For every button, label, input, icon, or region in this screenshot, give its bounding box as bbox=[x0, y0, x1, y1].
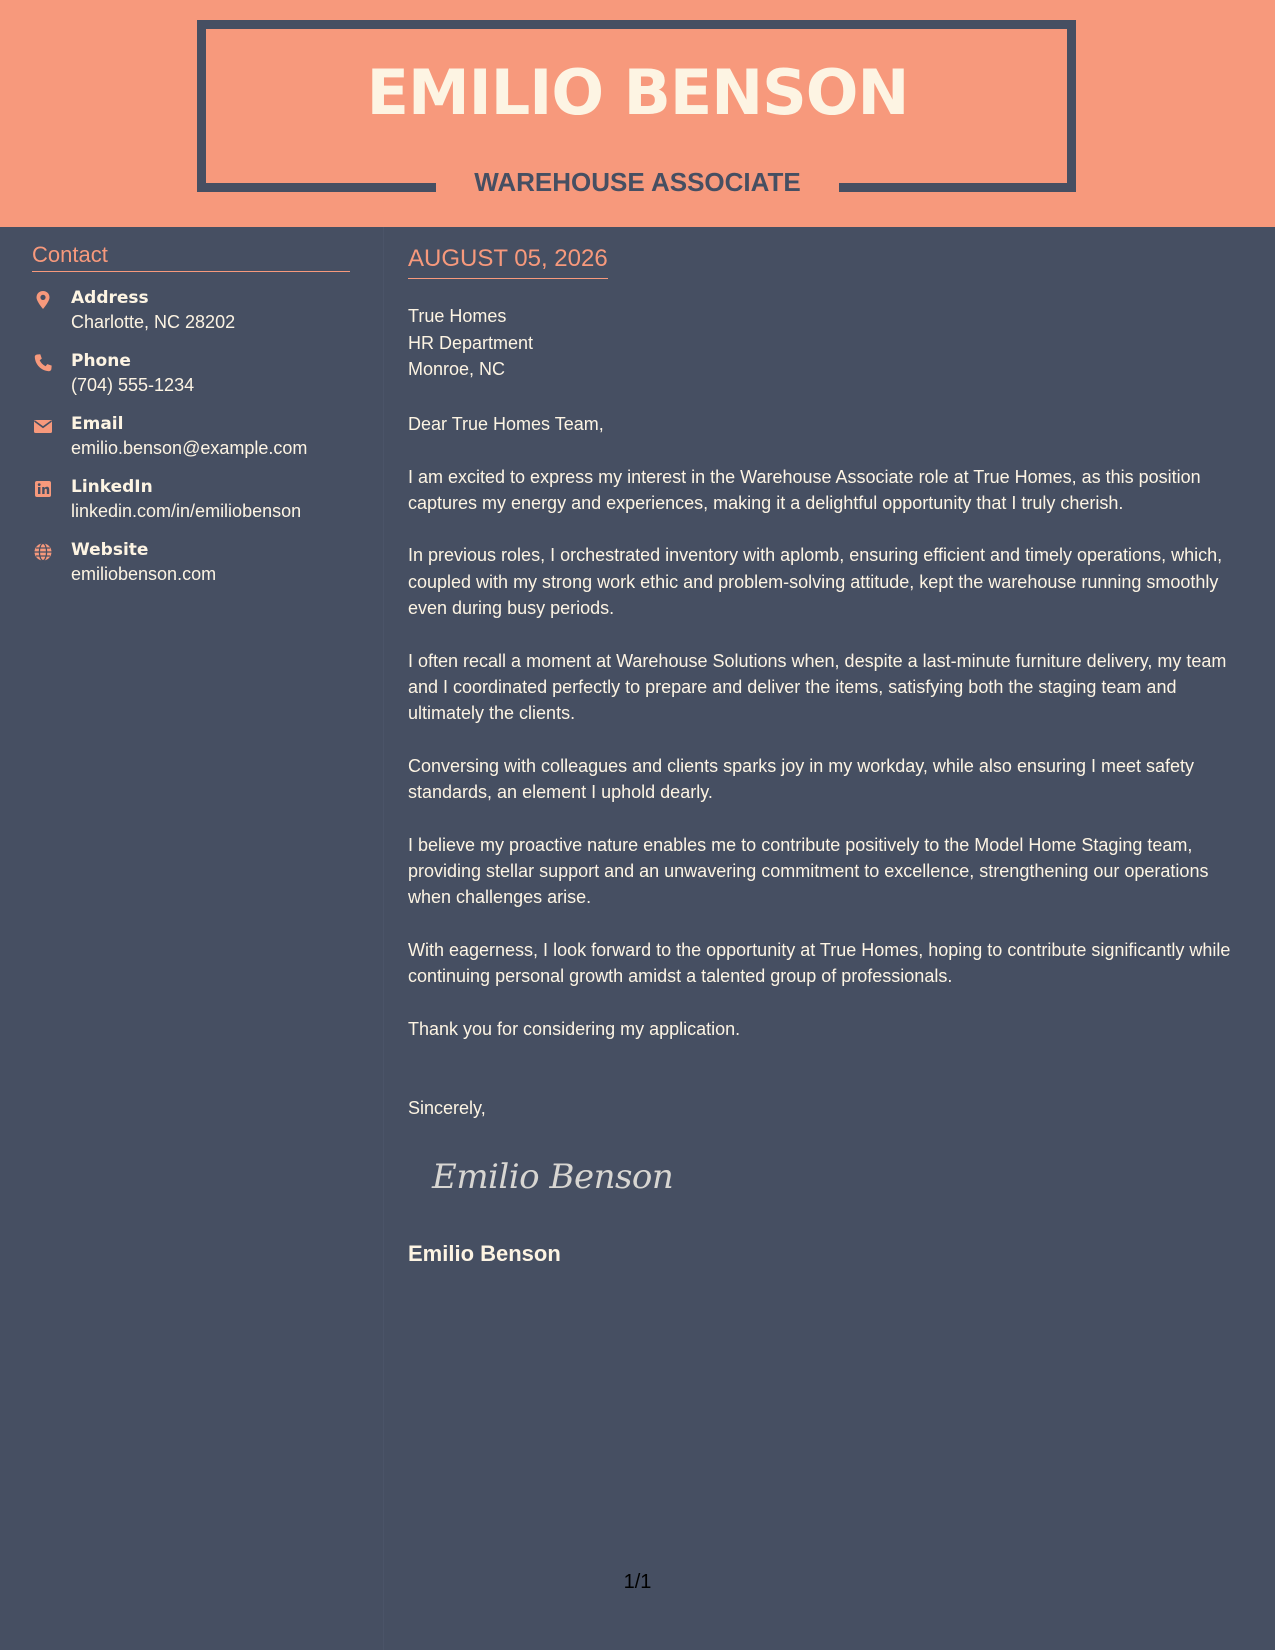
contact-label: Website bbox=[71, 540, 149, 560]
paragraph: I am excited to express my interest in the Warehouse Associate role at True Homes, as this position captures my energy and experiences, making it a delightful opportunity that I truly cherish. bbox=[408, 466, 1201, 513]
applicant-name: EMILIO BENSON bbox=[366, 56, 909, 129]
contact-label: Address bbox=[71, 288, 149, 308]
linkedin-value[interactable]: linkedin.com/in/emiliobenson bbox=[71, 501, 302, 521]
paragraph: Conversing with colleagues and clients sparks joy in my workday, while also ensuring I meet safety standards, an element I uphold dearly. bbox=[408, 755, 1195, 803]
contact-item-linkedin bbox=[32, 476, 372, 539]
email-value[interactable]: emilio.benson@example.com bbox=[71, 438, 308, 458]
website-value[interactable]: emiliobenson.com bbox=[71, 564, 217, 584]
linkedin-icon bbox=[32, 478, 54, 500]
letter-date: AUGUST 05, 2026 bbox=[408, 246, 608, 279]
envelope-icon bbox=[32, 415, 54, 437]
map-pin-icon bbox=[32, 289, 54, 311]
recipient-company: True Homes bbox=[408, 306, 507, 326]
closing: Sincerely, bbox=[408, 1098, 486, 1118]
contact-heading: Contact bbox=[32, 243, 350, 272]
recipient-block bbox=[408, 303, 533, 383]
phone-icon bbox=[32, 352, 54, 374]
header-banner bbox=[0, 0, 1275, 227]
recipient-department: HR Department bbox=[408, 332, 534, 353]
contact-list bbox=[32, 287, 372, 602]
contact-item-website bbox=[32, 539, 372, 602]
contact-label: Email bbox=[71, 414, 124, 434]
page-number: 1/1 bbox=[623, 1571, 652, 1593]
paragraph: In previous roles, I orchestrated inventory with aplomb, ensuring efficient and timely operations, which, coupled with my strong work ethic and problem-solving attitude, kept the warehouse running smoothly even during busy periods. bbox=[408, 545, 1223, 619]
globe-icon bbox=[32, 541, 54, 563]
contact-item-address bbox=[32, 287, 372, 350]
paragraph: With eagerness, I look forward to the opportunity at True Homes, hoping to contribute significantly while continuing personal growth amidst a talented group of professionals. bbox=[408, 939, 1231, 987]
address-value: Charlotte, NC 28202 bbox=[71, 312, 236, 332]
phone-value: (704) 555-1234 bbox=[71, 375, 195, 395]
recipient-location: Monroe, NC bbox=[408, 359, 506, 379]
paragraph: I often recall a moment at Warehouse Solutions when, despite a last-minute furniture delivery, my team and I coordinated perfectly to prepare and deliver the items, satisfying both the staging team and ultimately the clients. bbox=[408, 650, 1227, 724]
handwritten-signature: Emilio Benson bbox=[432, 1157, 674, 1197]
contact-label: LinkedIn bbox=[71, 477, 153, 497]
paragraph: I believe my proactive nature enables me to contribute positively to the Model Home Staging team, providing stellar support and an unwavering commitment to excellence, strengthening our operations when challenges arise. bbox=[408, 834, 1209, 908]
signer-name: Emilio Benson bbox=[408, 1241, 561, 1266]
contact-item-email bbox=[32, 413, 372, 476]
letter-text bbox=[408, 411, 1243, 1068]
paragraph: Thank you for considering my application. bbox=[408, 1018, 741, 1039]
contact-label: Phone bbox=[71, 351, 131, 371]
contact-sidebar bbox=[0, 227, 384, 1650]
salutation: Dear True Homes Team, bbox=[408, 414, 604, 434]
contact-item-phone bbox=[32, 350, 372, 413]
job-title: WAREHOUSE ASSOCIATE bbox=[474, 167, 801, 197]
